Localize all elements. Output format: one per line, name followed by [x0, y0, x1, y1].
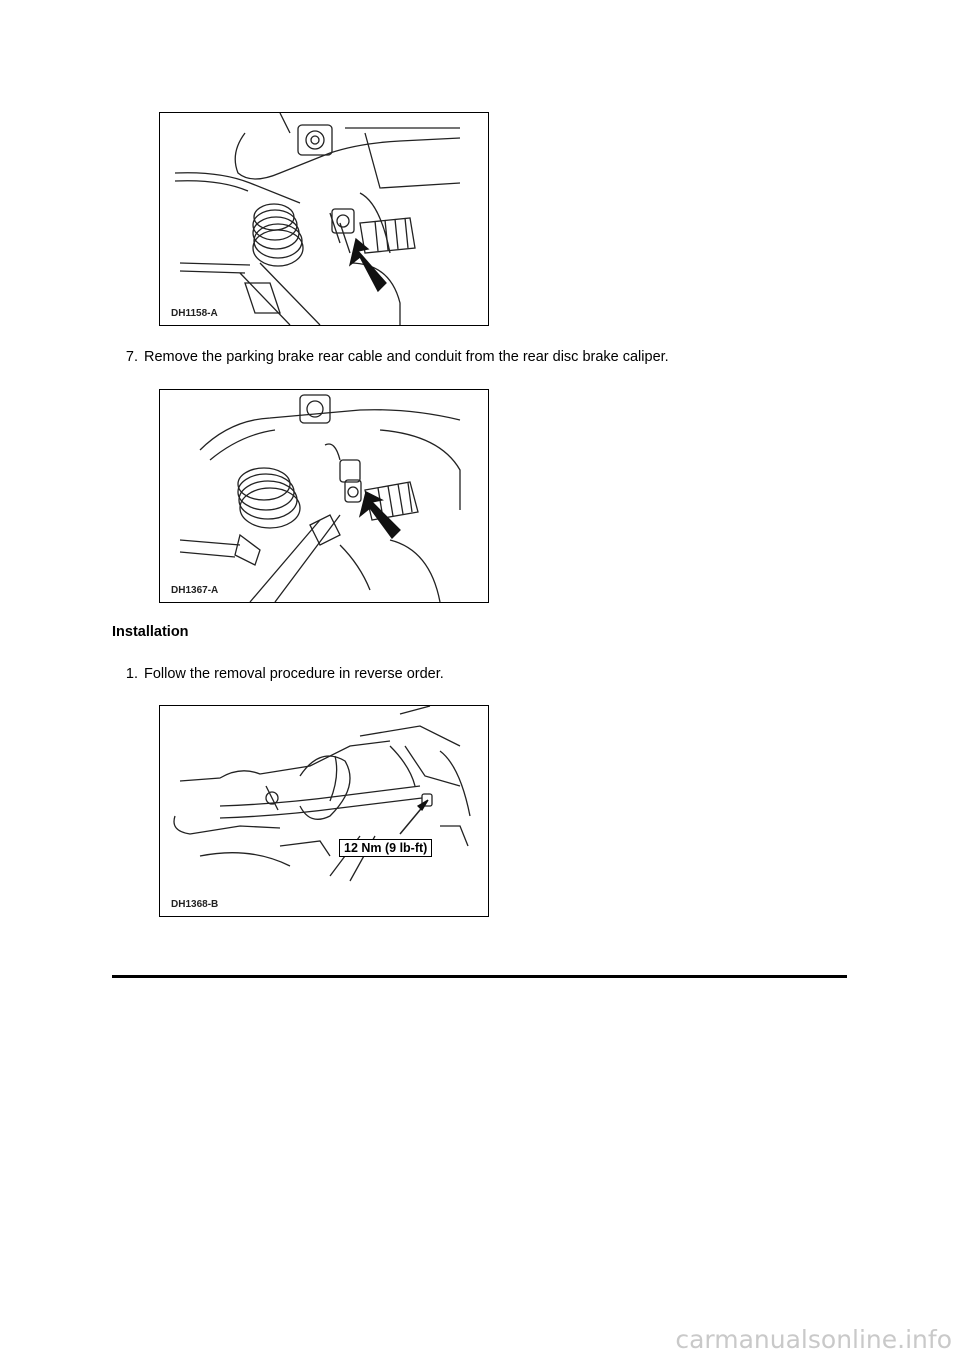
figure-code: DH1367-A	[171, 585, 219, 596]
figure-code: DH1368-B	[171, 899, 219, 910]
step-text: Follow the removal procedure in reverse order.	[144, 666, 444, 682]
watermark: carmanualsonline.info	[675, 1325, 952, 1354]
installation-step-1	[112, 665, 612, 685]
step-text: Remove the parking brake rear cable and conduit from the rear disc brake caliper.	[144, 349, 669, 365]
removal-step-7	[112, 348, 812, 368]
figure-dh1368-b	[159, 705, 489, 917]
caliper-cable-illustration	[160, 113, 488, 325]
cable-bracket-illustration	[160, 706, 488, 916]
torque-spec-label: 12 Nm (9 lb-ft)	[339, 839, 432, 857]
section-heading-installation: Installation	[112, 624, 189, 640]
figure-dh1158-a	[159, 112, 489, 326]
page-divider	[112, 975, 847, 978]
step-number: 7.	[125, 349, 138, 365]
caliper-cable-removed-illustration	[160, 390, 488, 602]
figure-code: DH1158-A	[171, 308, 218, 319]
step-number: 1.	[125, 666, 138, 682]
figure-dh1367-a	[159, 389, 489, 603]
